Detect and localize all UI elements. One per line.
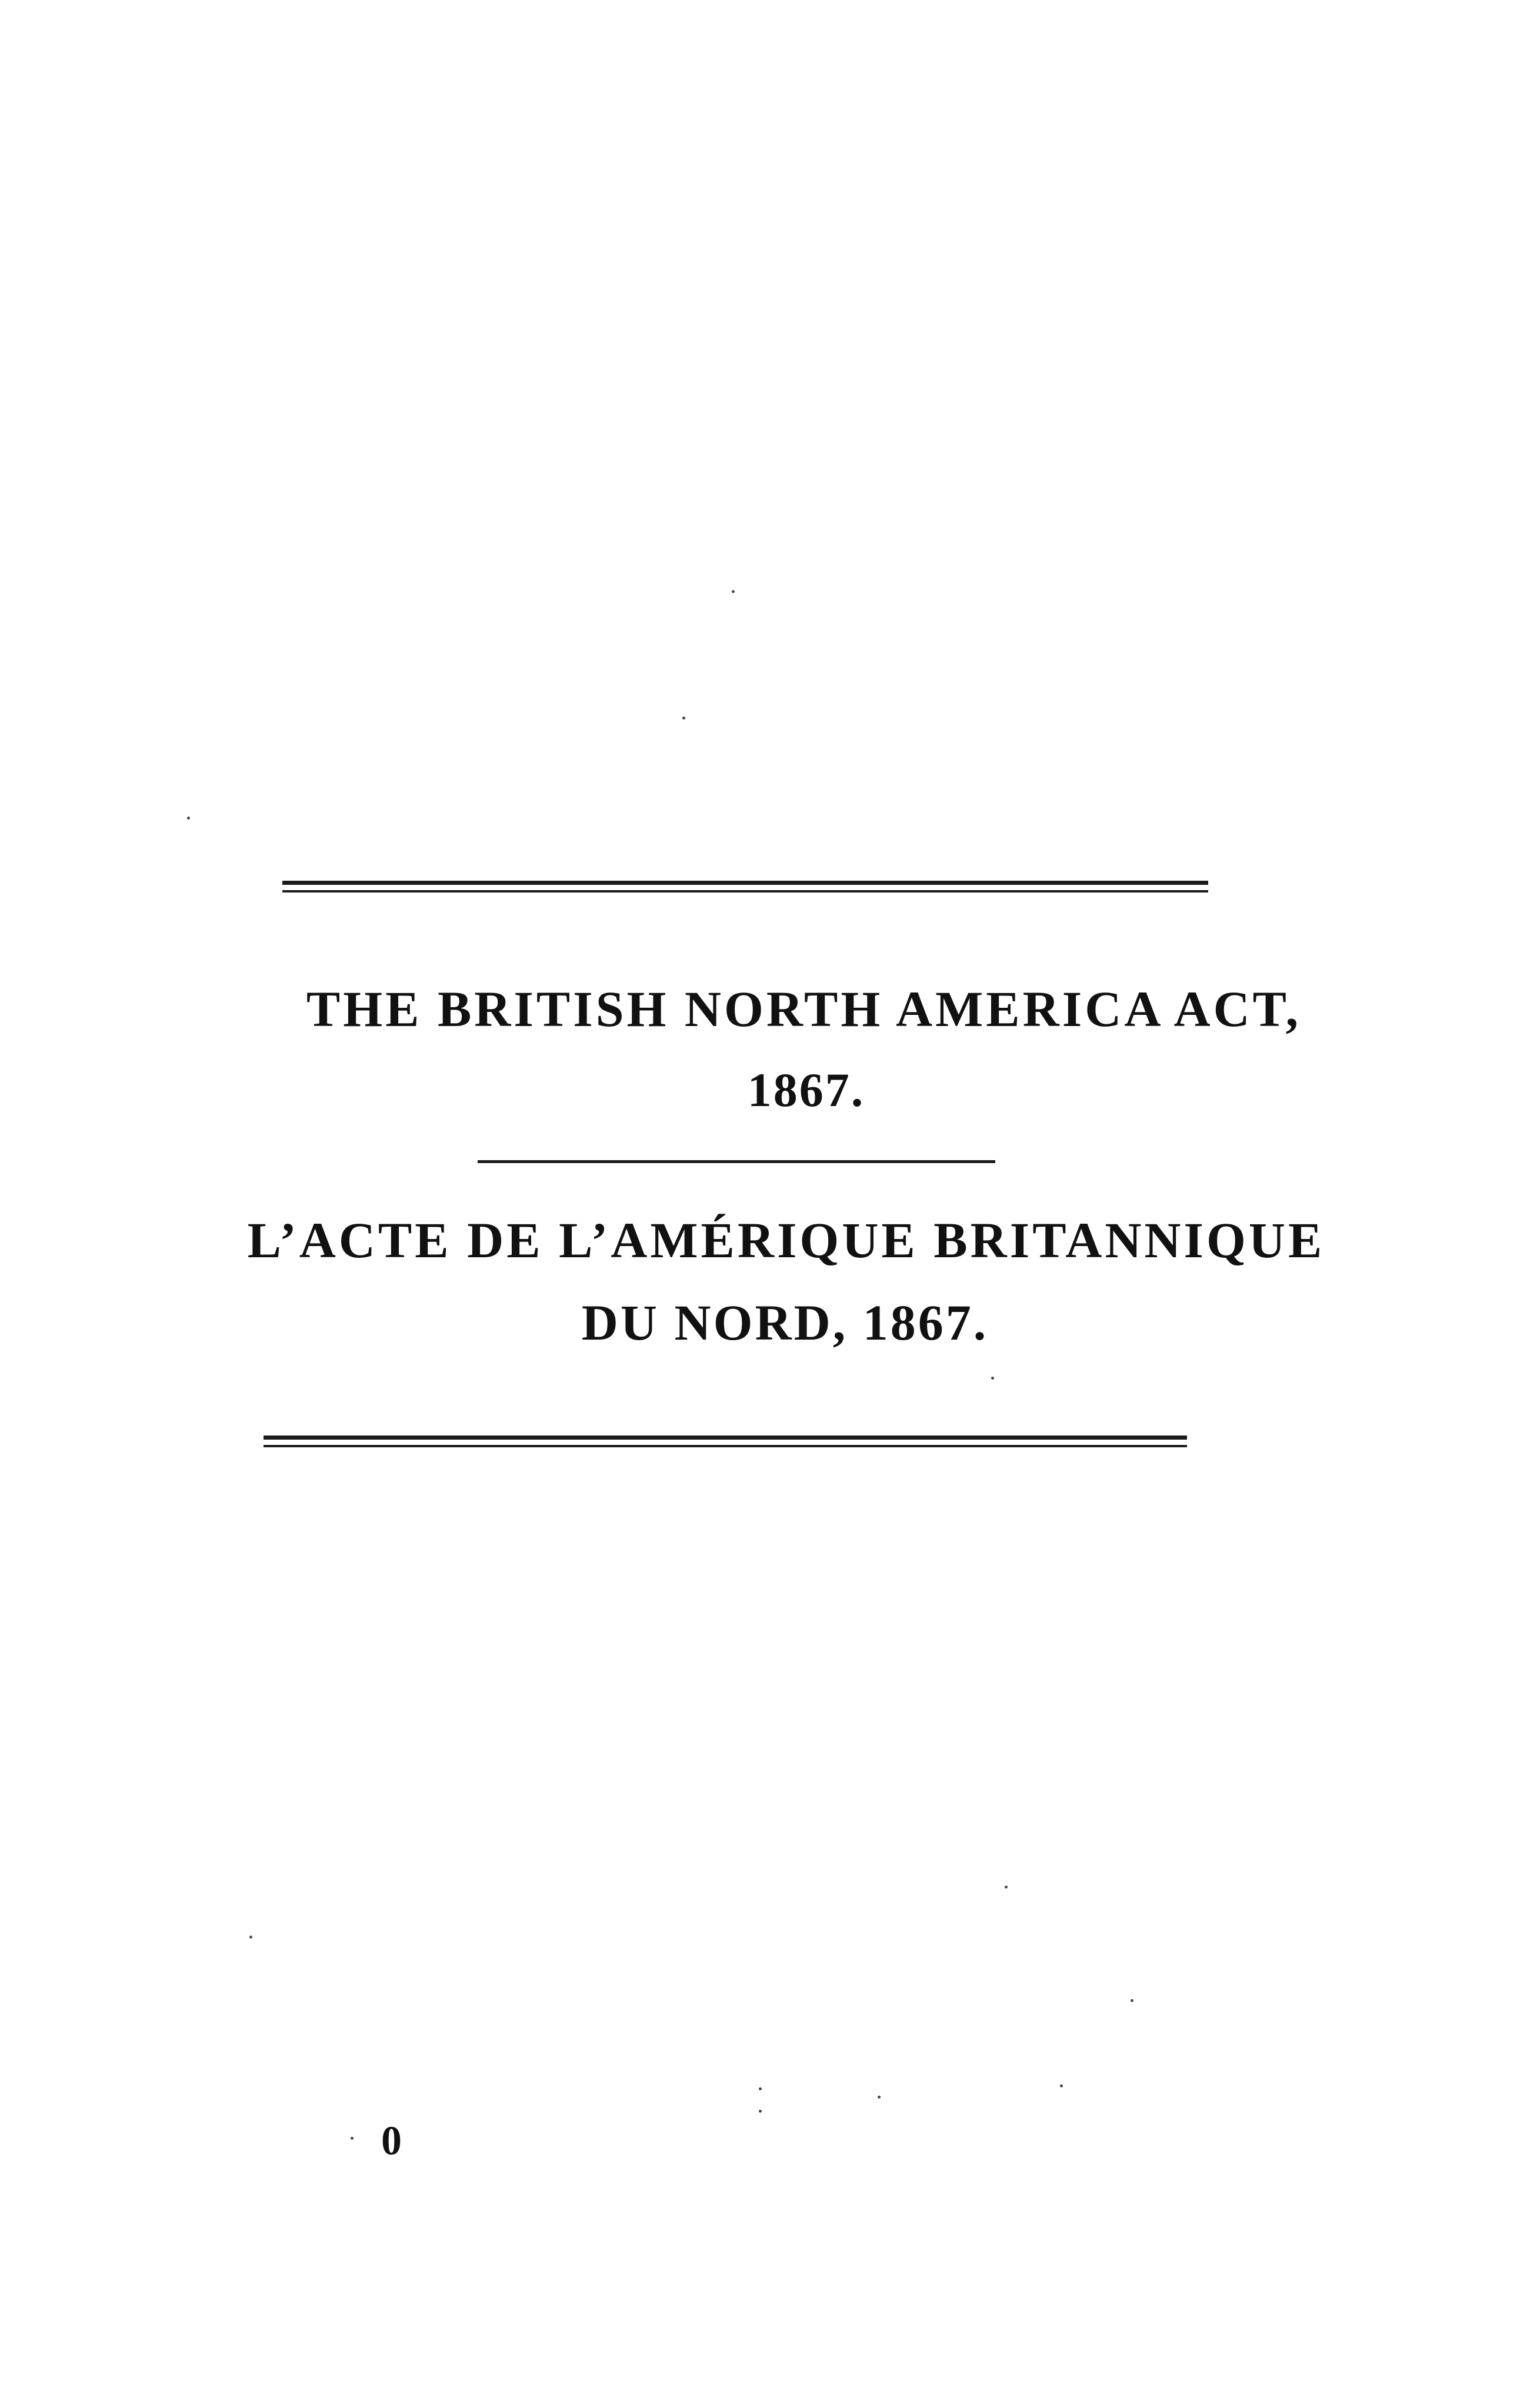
print-speck: [1060, 2084, 1063, 2087]
print-speck: [1005, 1886, 1008, 1889]
print-speck: [732, 590, 735, 593]
print-speck: [682, 717, 685, 720]
print-speck: [991, 1377, 994, 1380]
top-rule-thick-line: [282, 881, 1208, 885]
bottom-double-rule: [264, 1436, 1187, 1453]
print-speck: [759, 2110, 762, 2113]
english-year: 1867.: [747, 1063, 865, 1117]
top-double-rule: [282, 881, 1208, 898]
english-title: THE BRITISH NORTH AMERICA ACT,: [306, 981, 1302, 1037]
print-speck: [187, 817, 190, 820]
middle-rule: [478, 1160, 995, 1164]
page-mark: 0: [381, 2119, 402, 2164]
print-speck: [1131, 1999, 1133, 2002]
print-speck: [351, 2137, 354, 2140]
middle-rule-line: [478, 1160, 995, 1163]
print-speck: [249, 1936, 252, 1939]
bottom-rule-thick-line: [264, 1436, 1187, 1440]
top-rule-thin-line: [282, 890, 1208, 892]
print-speck: [759, 2087, 762, 2090]
bottom-rule-thin-line: [264, 1445, 1187, 1447]
french-title: L’ACTE DE L’AMÉRIQUE BRITANNIQUE: [247, 1212, 1325, 1268]
french-subtitle: DU NORD, 1867.: [581, 1294, 989, 1351]
print-speck: [878, 2096, 881, 2099]
